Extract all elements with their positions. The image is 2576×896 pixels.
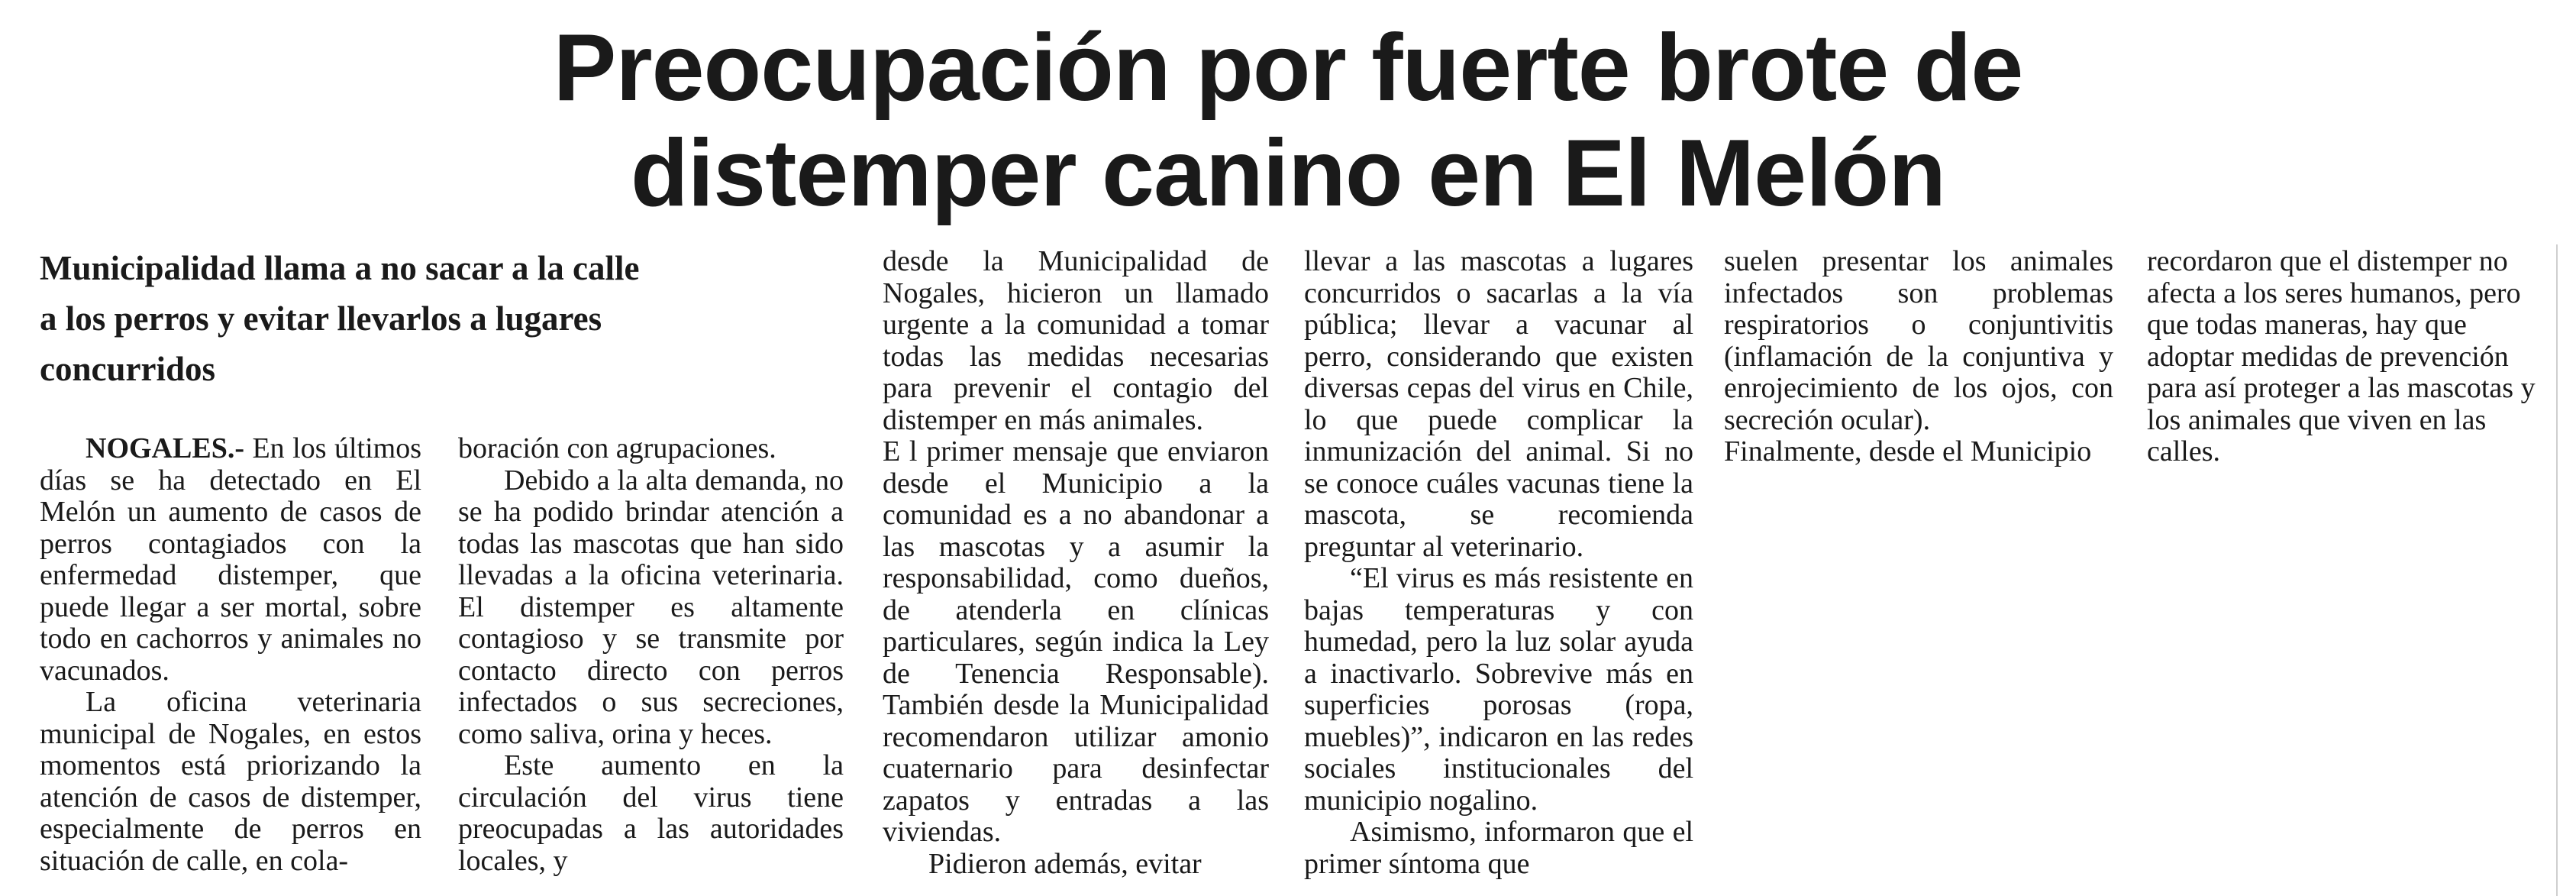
paragraph: E l primer mensaje que enviaron desde el Municipio a la comunidad es a no abandonar a las mascotas y a asumir la responsabilidad, como dueños, de atenderla en clínicas particulares, según indica la Ley de Tenencia Responsable). También desde la Municipalidad recomendaron utilizar amonio cuaternario para desinfectar zapatos y entradas a las viviendas.: [883, 435, 1269, 848]
paragraph: Asimismo, informaron que el primer síntoma que: [1304, 816, 1693, 880]
headline-line-2: distemper canino en El Melón: [630, 121, 1946, 226]
article-column-1: [40, 433, 421, 877]
dateline: NOGALES.-: [86, 432, 244, 464]
paragraph: “El virus es más resistente en bajas temperaturas y con humedad, pero la luz solar ayuda a inactivarlo. Sobrevive más en superficies porosas (ropa, muebles)”, indicaron en las redes sociales institucionales del municipio nogalino.: [1304, 562, 1693, 817]
paragraph: [40, 433, 421, 687]
article-column-2: [458, 433, 844, 877]
paragraph: boración con agrupaciones.: [458, 432, 776, 464]
paragraph: desde la Municipalidad de Nogales, hicieron un llamado urgente a la comunidad a tomar todas las medidas necesarias para prevenir el contagio del distemper en más animales.: [883, 245, 1269, 436]
paragraph: Pidieron además, evitar: [928, 847, 1202, 880]
headline-line-1: Preocupación por fuerte brote de: [553, 15, 2023, 121]
page-edge-rule: [2556, 244, 2558, 896]
paragraph: recordaron que el distemper no afecta a los seres humanos, pero que todas maneras, hay que adoptar medidas de prevención para así proteger a las mascotas y los animales que viven en las calles.: [2147, 245, 2536, 467]
paragraph: La oficina veterinaria municipal de Nogales, en estos momentos está priorizando la atención de casos de distemper, especialmente de perros en situación de calle, en cola-: [40, 686, 421, 877]
paragraph: suelen presentar los animales infectados son problemas respiratorios o conjuntivitis (inflamación de la conjuntiva y enrojecimiento de los ojos, con secreción ocular).: [1724, 245, 2113, 436]
paragraph-text: En los últimos días se ha detectado en El Melón un aumento de casos de perros contagiados con la enfermedad distemper, que puede llegar a ser mortal, sobre todo en cachorros y animales no vacunados.: [40, 432, 421, 687]
article-column-3: [883, 246, 1269, 880]
headline: [0, 15, 2576, 226]
article-column-4: [1304, 246, 1693, 880]
paragraph: Finalmente, desde el Municipio: [1724, 435, 2092, 467]
paragraph: llevar a las mascotas a lugares concurridos o sacarlas a la vía pública; llevar a vacunar al perro, considerando que existen diversas cepas del virus en Chile, lo que puede complicar la inmunización del animal. Si no se conoce cuáles vacunas tiene la mascota, se recomienda preguntar al veterinario.: [1304, 245, 1693, 563]
article-column-5: [1724, 246, 2113, 468]
paragraph: Este aumento en la circulación del virus tiene preocupadas a las autoridades locales, y: [458, 749, 844, 877]
article-column-6: [2147, 246, 2538, 468]
deck-subheading: Municipalidad llama a no sacar a la calle a los perros y evitar llevarlos a lugares concurridos: [40, 249, 640, 388]
paragraph: Debido a la alta demanda, no se ha podido brindar atención a todas las mascotas que han sido llevadas a la oficina veterinaria. El distemper es altamente contagioso y se transmite por contacto directo con perros infectados o sus secreciones, como saliva, orina y heces.: [458, 464, 844, 750]
